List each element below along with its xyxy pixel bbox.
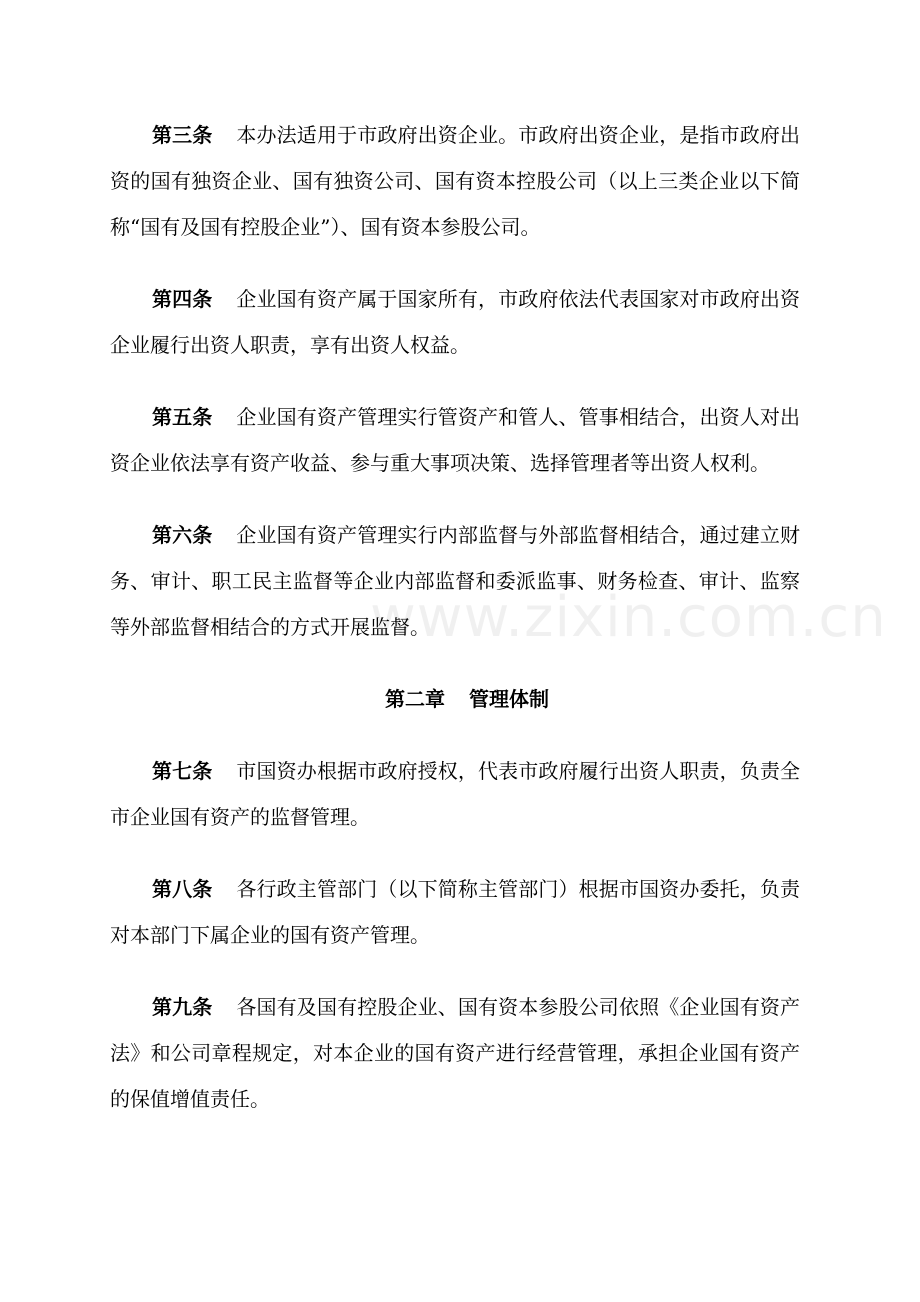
article-text: 企业国有资产管理实行内部监督与外部监督相结合，通过建立财务、审计、职工民主监督等企业内部监督和委派监事、财务检查、审计、监察等外部监督相结合的方式开展监督。: [110, 523, 801, 639]
article-label: 第八条: [152, 877, 213, 901]
article-text: 本办法适用于市政府出资企业。市政府出资企业，是指市政府出资的国有独资企业、国有独资公司、国有资本控股公司（以上三类企业以下简称“国有及国有控股企业”）、国有资本参股公司。: [110, 123, 801, 239]
article-text: 各行政主管部门（以下简称主管部门）根据市国资办委托，负责对本部门下属企业的国有资产管理。: [110, 877, 801, 947]
watermark: www.zixin.com.cn: [370, 585, 887, 650]
article-4: [110, 276, 800, 368]
article-label: 第六条: [152, 523, 213, 547]
chapter-number: 第二章: [385, 687, 445, 711]
article-label: 第三条: [152, 123, 213, 147]
article-text: 各国有及国有控股企业、国有资本参股公司依照《企业国有资产法》和公司章程规定，对本企业的国有资产进行经营管理，承担企业国有资产的保值增值责任。: [110, 995, 801, 1111]
article-7: [110, 748, 800, 840]
article-text: 企业国有资产管理实行管资产和管人、管事相结合，出资人对出资企业依法享有资产收益、参与重大事项决策、选择管理者等出资人权利。: [110, 405, 801, 475]
article-label: 第九条: [152, 995, 213, 1019]
article-5: [110, 394, 800, 486]
chapter-heading: [110, 676, 800, 722]
article-text: 市国资办根据市政府授权，代表市政府履行出资人职责，负责全市企业国有资产的监督管理。: [110, 759, 801, 829]
article-label: 第四条: [152, 287, 213, 311]
article-6: [110, 512, 800, 650]
chapter-title: 管理体制: [469, 687, 549, 711]
article-text: 企业国有资产属于国家所有，市政府依法代表国家对市政府出资企业履行出资人职责，享有出资人权益。: [110, 287, 801, 357]
article-label: 第五条: [152, 405, 213, 429]
document-body: [110, 112, 800, 1148]
article-label: 第七条: [152, 759, 213, 783]
article-9: [110, 984, 800, 1122]
article-3: [110, 112, 800, 250]
article-8: [110, 866, 800, 958]
